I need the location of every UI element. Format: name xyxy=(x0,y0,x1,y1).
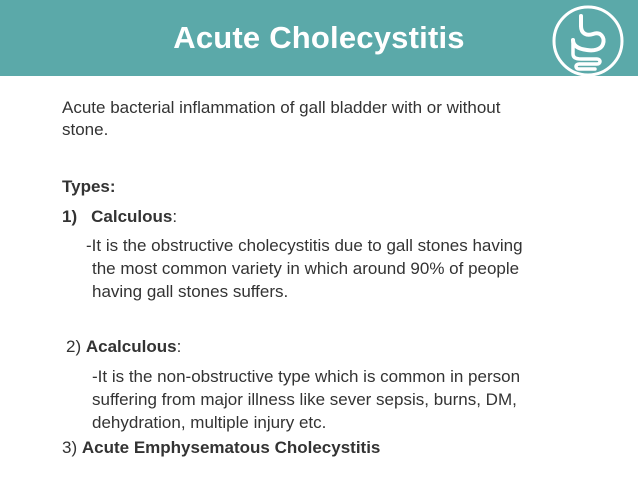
type-2-number: 2) xyxy=(66,337,82,356)
type-1-heading xyxy=(62,206,177,227)
title-bar xyxy=(0,0,638,76)
type-1-colon: : xyxy=(172,207,178,226)
type-2-name: Acalculous xyxy=(85,337,177,356)
type-1-number: 1) xyxy=(62,207,78,226)
type-1-desc-line-2: the most common variety in which around 90% of people xyxy=(92,259,520,278)
slide-title: Acute Cholecystitis xyxy=(173,20,465,55)
type-2-desc-line-1: -It is the non-obstructive type which is common in person xyxy=(92,367,521,386)
type-3-number: 3) xyxy=(62,438,78,457)
type-1-desc-line-1: -It is the obstructive cholecystitis due to gall stones having xyxy=(86,236,523,255)
type-2-heading xyxy=(66,336,181,357)
type-2-desc-line-3: dehydration, multiple injury etc. xyxy=(92,413,327,432)
type-3-name: Acute Emphysematous Cholecystitis xyxy=(81,438,381,457)
stomach-intestine-icon xyxy=(551,4,625,78)
type-2-colon: : xyxy=(176,337,182,356)
definition-line-1: Acute bacterial inflammation of gall bladder with or without xyxy=(62,98,501,117)
type-1-desc-line-3: having gall stones suffers. xyxy=(92,282,289,301)
type-2-desc-line-2: suffering from major illness like sever sepsis, burns, DM, xyxy=(92,390,517,409)
definition-line-2: stone. xyxy=(62,120,109,139)
types-heading: Types: xyxy=(62,177,116,196)
type-1-name: Calculous xyxy=(91,207,173,226)
type-3-heading xyxy=(62,437,380,458)
